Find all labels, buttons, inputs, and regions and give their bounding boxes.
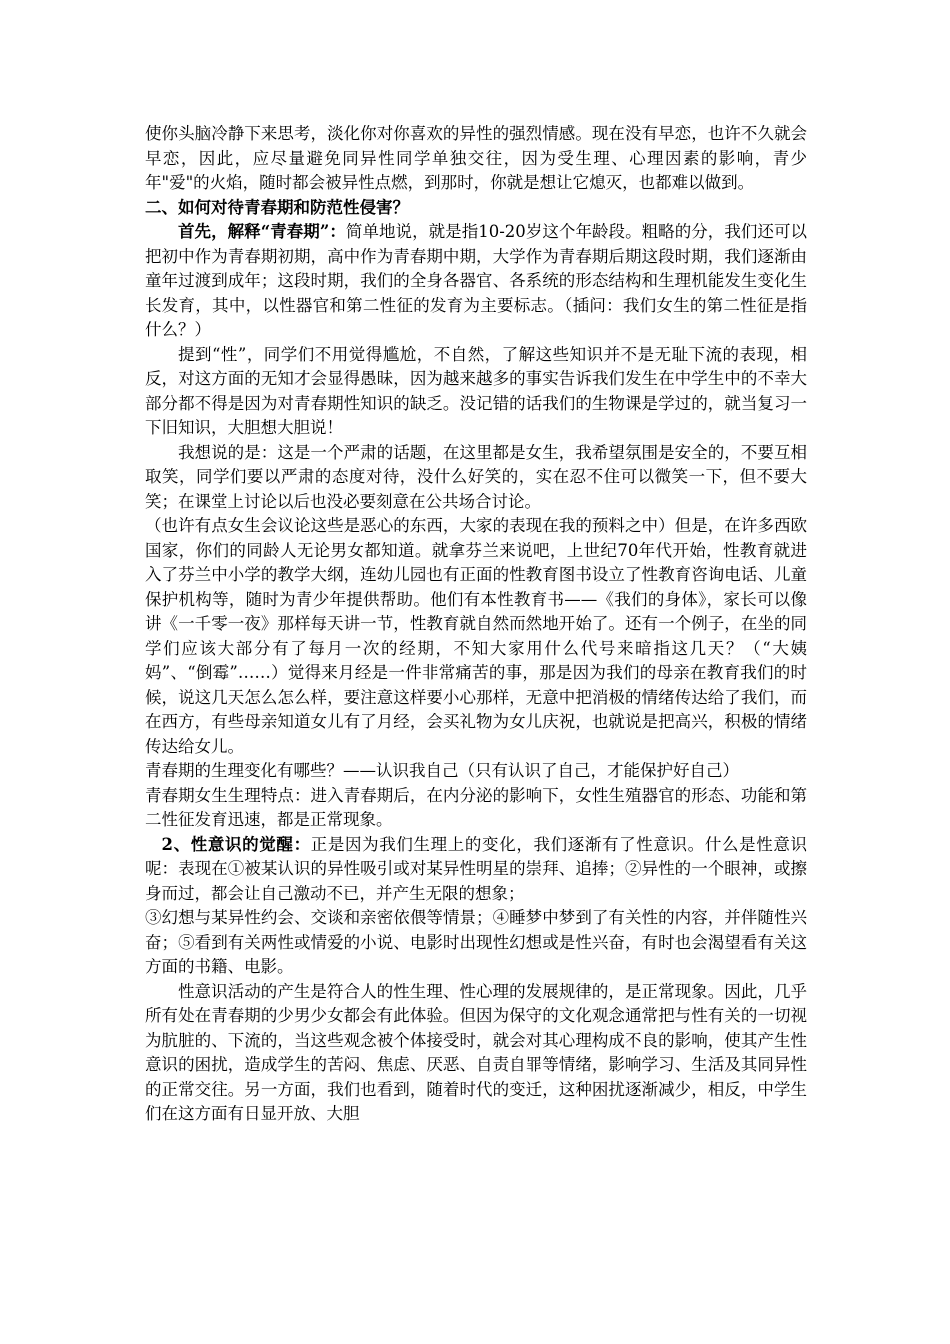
paragraph-sex-awareness: [145, 833, 807, 907]
paragraph-lead-bold: 首先，解释“青春期”：: [178, 222, 346, 241]
paragraph-body: 正是因为我们生理上的变化，我们逐渐有了性意识。什么是性意识呢：表现在①被某认识的异性吸引或对某异性明星的崇拜、追捧；②异性的一个眼神，或擦身而过，都会让自己激动不已，并产生无限的想象；: [145, 834, 807, 903]
paragraph-intro: 使你头脑冷静下来思考，淡化你对你喜欢的异性的强烈情感。现在没有早恋，也许不久就会早恋，因此，应尽量避免同异性同学单独交往，因为受生理、心理因素的影响，青少年"爱"的火焰，随时都会被异性点燃，到那时，你就是想让它熄灭，也都难以做到。: [145, 124, 807, 192]
section-heading-2: 二、如何对待青春期和防范性侵害？: [145, 197, 409, 217]
paragraph-western-example: （也许有点女生会议论这些是恶心的东西，大家的表现在我的预料之中）但是，在许多西欧国家，你们的同龄人无论男女都知道。就拿芬兰来说吧，上世纪70年代开始，性教育就进入了芬兰中小学的教学大纲，连幼儿园也有正面的性教育图书设立了性教育咨询电话、儿童保护机构等，随时为青少年提供帮助。他们有本性教育书——《我们的身体》，家长可以像讲《一千零一夜》那样每天讲一节，性教育就自然而然地开始了。还有一个例子，在坐的同学们应该大部分有了每月一次的经期，不知大家用什么代号来暗指这几天？（“大姨妈”、“倒霉”……）觉得来月经是一件非常痛苦的事，那是因为我们的母亲在教育我们的时候，说这几天怎么怎么样，要注意这样要小心那样，无意中把消极的情绪传达给了我们，而在西方，有些母亲知道女儿有了月经，会买礼物为女儿庆祝，也就说是把高兴，积极的情绪传达给女儿。: [145, 516, 807, 756]
paragraph-awareness-normal: 性意识活动的产生是符合人的性生理、性心理的发展规律的，是正常现象。因此，几乎所有处在青春期的少男少女都会有此体验。但因为保守的文化观念通常把与性有关的一切视为肮脏的、下流的，当这些观念被个体接受时，就会对其心理构成不良的影响，使其产生性意识的困扰，造成学生的苦闷、焦虑、厌恶、自责自罪等情绪，影响学习、生活及其同异性的正常交往。另一方面，我们也看到，随着时代的变迁，这种困扰逐渐减少，相反，中学生们在这方面有日显开放、大胆: [145, 981, 807, 1123]
paragraph-lead-bold: 2、性意识的觉醒：: [161, 834, 311, 854]
paragraph-serious-topic: 我想说的是：这是一个严肃的话题，在这里都是女生，我希望氛围是安全的，不要互相取笑，同学们要以严肃的态度对待，没什么好笑的，实在忍不住可以微笑一下，但不要大笑；在课堂上讨论以后也没必要刻意在公共场合讨论。: [145, 442, 807, 511]
paragraph-awareness-list: ③幻想与某异性约会、交谈和亲密依偎等情景；④睡梦中梦到了有关性的内容，并伴随性兴奋；⑤看到有关两性或情爱的小说、电影时出现性幻想或是性兴奋，有时也会渴望看有关这方面的书籍、电影。: [145, 908, 807, 976]
paragraph-physical-changes: 青春期的生理变化有哪些？——认识我自己（只有认识了自己，才能保护好自己）: [145, 761, 739, 780]
paragraph-sex-topic: 提到“性”，同学们不用觉得尴尬，不自然，了解这些知识并不是无耻下流的表现，相反，对这方面的无知才会显得愚昧，因为越来越多的事实告诉我们发生在中学生中的不幸大部分都不得是因为对青春期性知识的缺乏。没记错的话我们的生物课是学过的，就当复习一下旧知识，大胆想大胆说！: [145, 344, 807, 437]
paragraph-female-traits: 青春期女生生理特点：进入青春期后，在内分泌的影响下，女性生殖器官的形态、功能和第二性征发育迅速，都是正常现象。: [145, 785, 807, 829]
paragraph-body: 简单地说，就是指10-20岁这个年龄段。粗略的分，我们还可以把初中作为青春期初期，高中作为青春期中期，大学作为青春期后期这段时期，我们逐渐由童年过渡到成年；这段时期，我们的全身各器官、各系统的形态结构和生理机能发生变化生长发育，其中，以性器官和第二性征的发育为主要标志。（插问：我们女生的第二性征是指什么？）: [145, 222, 807, 339]
paragraph-youth-definition: [145, 220, 807, 343]
document-page: [145, 122, 807, 1127]
